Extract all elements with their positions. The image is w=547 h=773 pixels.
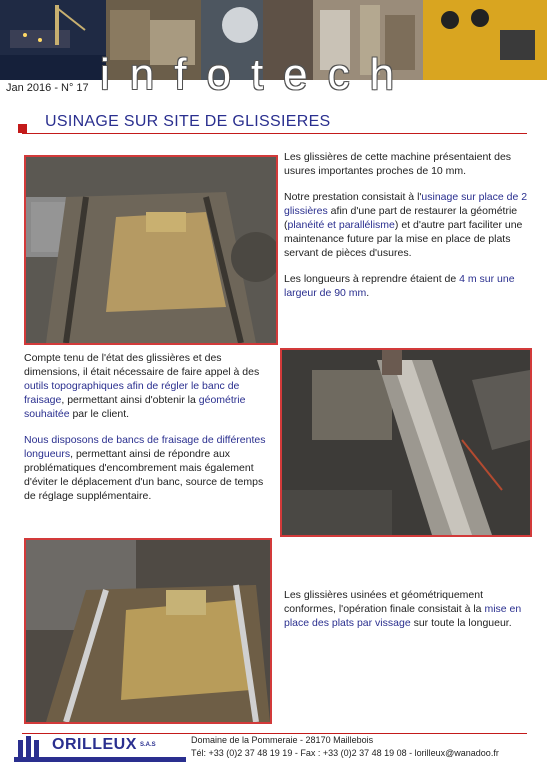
- text-span: ) et d'autre part faciliter une maintenance future par la mise en place de plats servant de pièces d'usures.: [284, 219, 523, 259]
- paragraph: [24, 433, 276, 503]
- title-bullet: [18, 124, 27, 133]
- paragraph: [284, 150, 534, 178]
- brand-wordmark: infotech: [100, 50, 415, 99]
- highlight-text: 4 m sur une largeur de 90 mm: [284, 273, 515, 299]
- highlight-text: Nous disposons de bancs de fraisage de différentes longueurs: [24, 434, 266, 460]
- text-block-1: [284, 150, 534, 312]
- company-name: ORILLEUX: [52, 736, 137, 753]
- text-block-3: [284, 588, 534, 642]
- text-span: Les glissières de cette machine présentaient des usures importantes proches de 10 mm.: [284, 151, 512, 177]
- highlight-text: outils topographiques afin de régler le banc de fraisage: [24, 380, 240, 406]
- paragraph: [284, 190, 534, 260]
- company-logo-icon: [14, 736, 48, 764]
- paragraph: [24, 351, 276, 421]
- highlight-text: mise en place des plats par vissage: [284, 603, 522, 629]
- company-suffix: S.A.S: [140, 742, 156, 748]
- issue-date: Jan 2016 - N° 17: [6, 82, 89, 94]
- text-span: sur toute la longueur.: [410, 617, 512, 629]
- highlight-text: planéité et parallélisme: [287, 219, 395, 231]
- photo-milling-bench: [280, 348, 532, 537]
- title-divider: [22, 133, 527, 134]
- text-span: Les longueurs à reprendre étaient de: [284, 273, 460, 285]
- photo-finished-slides: [24, 538, 272, 724]
- company-address: Domaine de la Pommeraie - 28170 Maillebois: [191, 735, 374, 745]
- text-span: , permettant ainsi de répondre aux problématiques d'encombrement mais également d'éviter le déplacement d'un banc, source de temps de réglage supplémentaire.: [24, 448, 264, 502]
- text-block-2: [24, 351, 276, 515]
- company-contact: Tél: +33 (0)2 37 48 19 19 - Fax : +33 (0)2 37 48 19 08 - lorilleux@wanadoo.fr: [191, 748, 499, 758]
- text-span: Notre prestation consistait à l': [284, 191, 422, 203]
- photo-worn-slides: [24, 155, 278, 345]
- highlight-text: géométrie souhaitée: [24, 394, 246, 420]
- text-span: afin d'une part de restaurer la géométrie (: [284, 205, 518, 231]
- highlight-text: usinage sur place de 2 glissières: [284, 191, 528, 217]
- paragraph: [284, 272, 534, 300]
- text-span: , permettant ainsi d'obtenir la: [61, 394, 199, 406]
- article-title: USINAGE SUR SITE DE GLISSIERES: [45, 113, 331, 130]
- text-span: par le client.: [69, 408, 130, 420]
- text-span: Compte tenu de l'état des glissières et des dimensions, il était nécessaire de faire appel à des: [24, 352, 260, 378]
- paragraph: [284, 588, 534, 630]
- text-span: Les glissières usinées et géométriquement conformes, l'opération finale consistait à la: [284, 589, 485, 615]
- footer-divider: [22, 733, 527, 734]
- text-span: .: [366, 287, 370, 299]
